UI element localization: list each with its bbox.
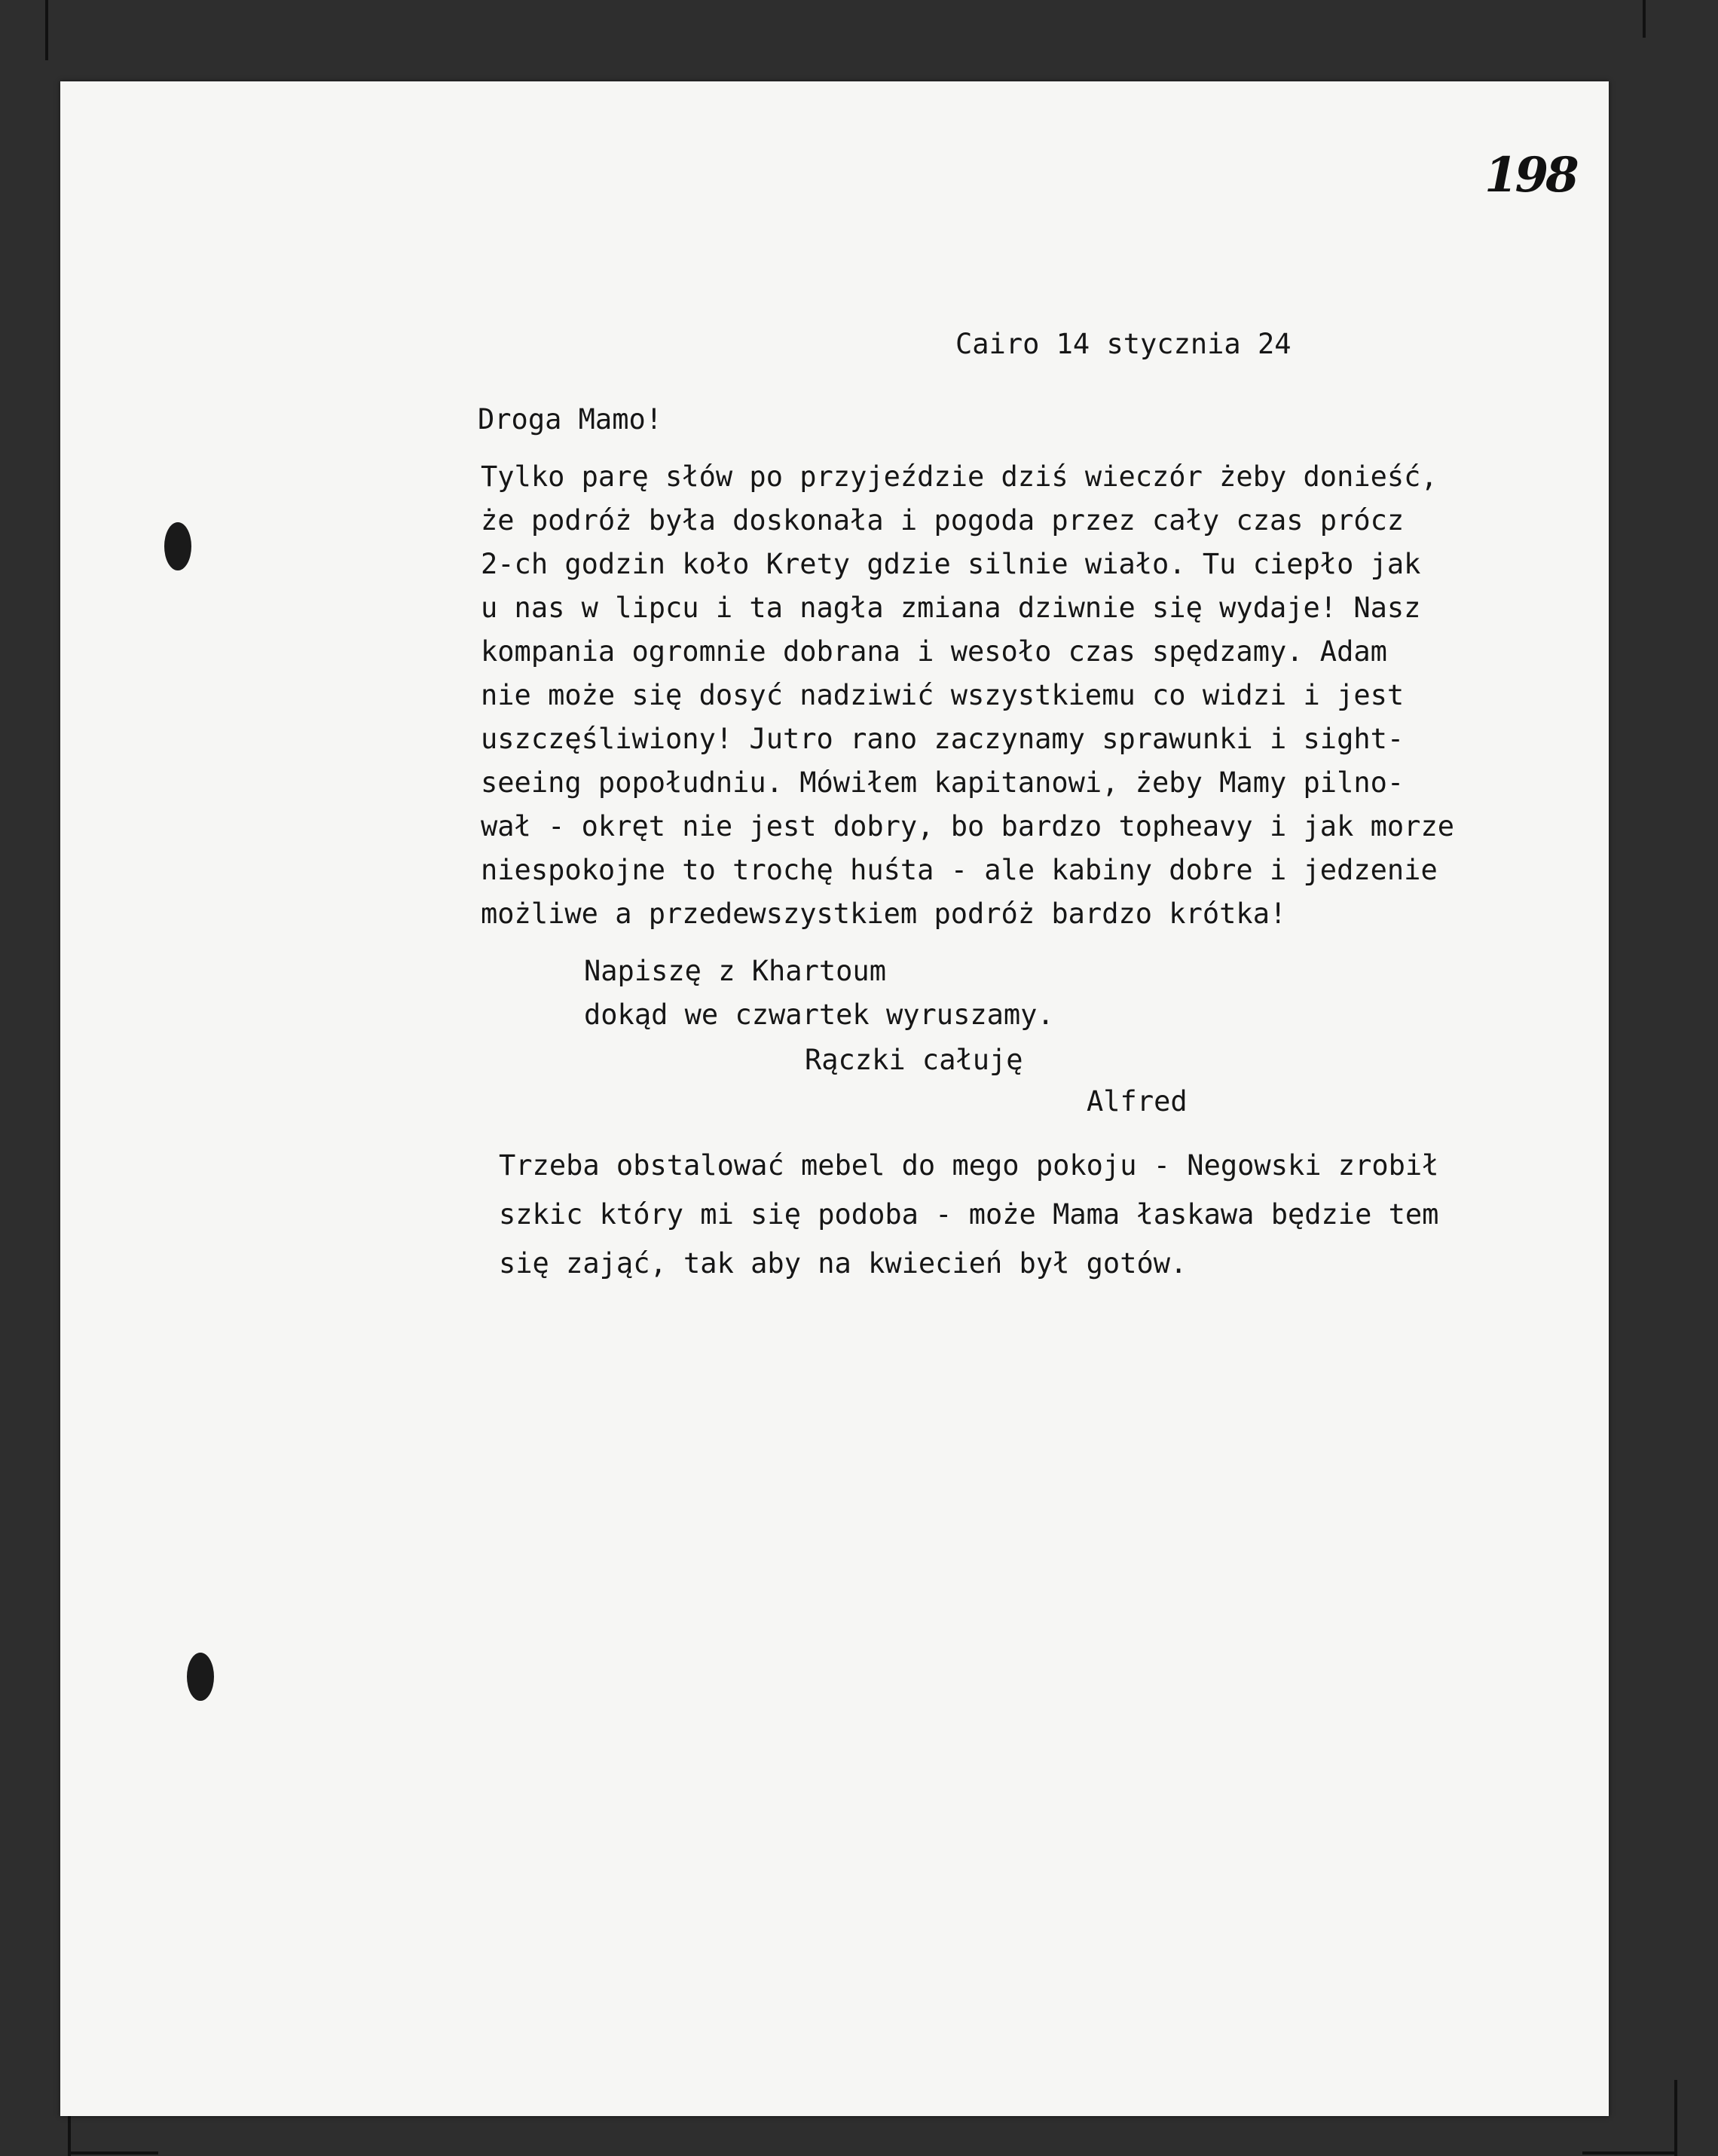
letter-signature: Alfred bbox=[1087, 1085, 1188, 1118]
scan-edge-mark bbox=[68, 2151, 158, 2154]
closing-line: dokąd we czwartek wyruszamy. bbox=[584, 998, 1054, 1031]
body-line: niespokojne to trochę huśta - ale kabiny dobre i jedzenie bbox=[481, 854, 1438, 886]
punch-hole bbox=[187, 1653, 214, 1701]
scan-edge-mark bbox=[1643, 0, 1646, 38]
letter-page bbox=[60, 81, 1609, 2116]
letter-date: Cairo 14 stycznia 24 bbox=[955, 328, 1292, 360]
body-line: kompania ogromnie dobrana i wesoło czas spędzamy. Adam bbox=[481, 635, 1387, 668]
body-line: uszczęśliwiony! Jutro rano zaczynamy sprawunki i sight- bbox=[481, 723, 1405, 755]
closing-line: Napiszę z Khartoum bbox=[584, 955, 886, 987]
scan-edge-mark bbox=[45, 0, 48, 60]
body-line: Tylko parę słów po przyjeździe dziś wieczór żeby donieść, bbox=[481, 460, 1438, 493]
body-line: seeing popołudniu. Mówiłem kapitanowi, żeby Mamy pilno- bbox=[481, 766, 1405, 799]
scan-edge-mark bbox=[1674, 2080, 1677, 2156]
body-line: nie może się dosyć nadziwić wszystkiemu co widzi i jest bbox=[481, 679, 1405, 711]
body-line: że podróż była doskonała i pogoda przez cały czas prócz bbox=[481, 504, 1405, 537]
letter-salutation: Droga Mamo! bbox=[478, 403, 663, 436]
punch-hole bbox=[164, 522, 191, 570]
scan-edge-mark bbox=[1582, 2151, 1677, 2154]
postscript-line: Trzeba obstalować mebel do mego pokoju - Negowski zrobił bbox=[499, 1149, 1439, 1182]
body-line: możliwe a przedewszystkiem podróż bardzo krótka! bbox=[481, 898, 1287, 930]
body-line: 2-ch godzin koło Krety gdzie silnie wiało. Tu ciepło jak bbox=[481, 548, 1421, 580]
body-line: u nas w lipcu i ta nagła zmiana dziwnie się wydaje! Nasz bbox=[481, 592, 1421, 624]
page-number: 198 bbox=[1484, 147, 1576, 203]
postscript-line: się zająć, tak aby na kwiecień był gotów. bbox=[499, 1247, 1188, 1280]
body-line: wał - okręt nie jest dobry, bo bardzo topheavy i jak morze bbox=[481, 810, 1455, 843]
letter-regards: Rączki całuję bbox=[805, 1044, 1023, 1076]
postscript-line: szkic który mi się podoba - może Mama łaskawa będzie tem bbox=[499, 1198, 1439, 1231]
